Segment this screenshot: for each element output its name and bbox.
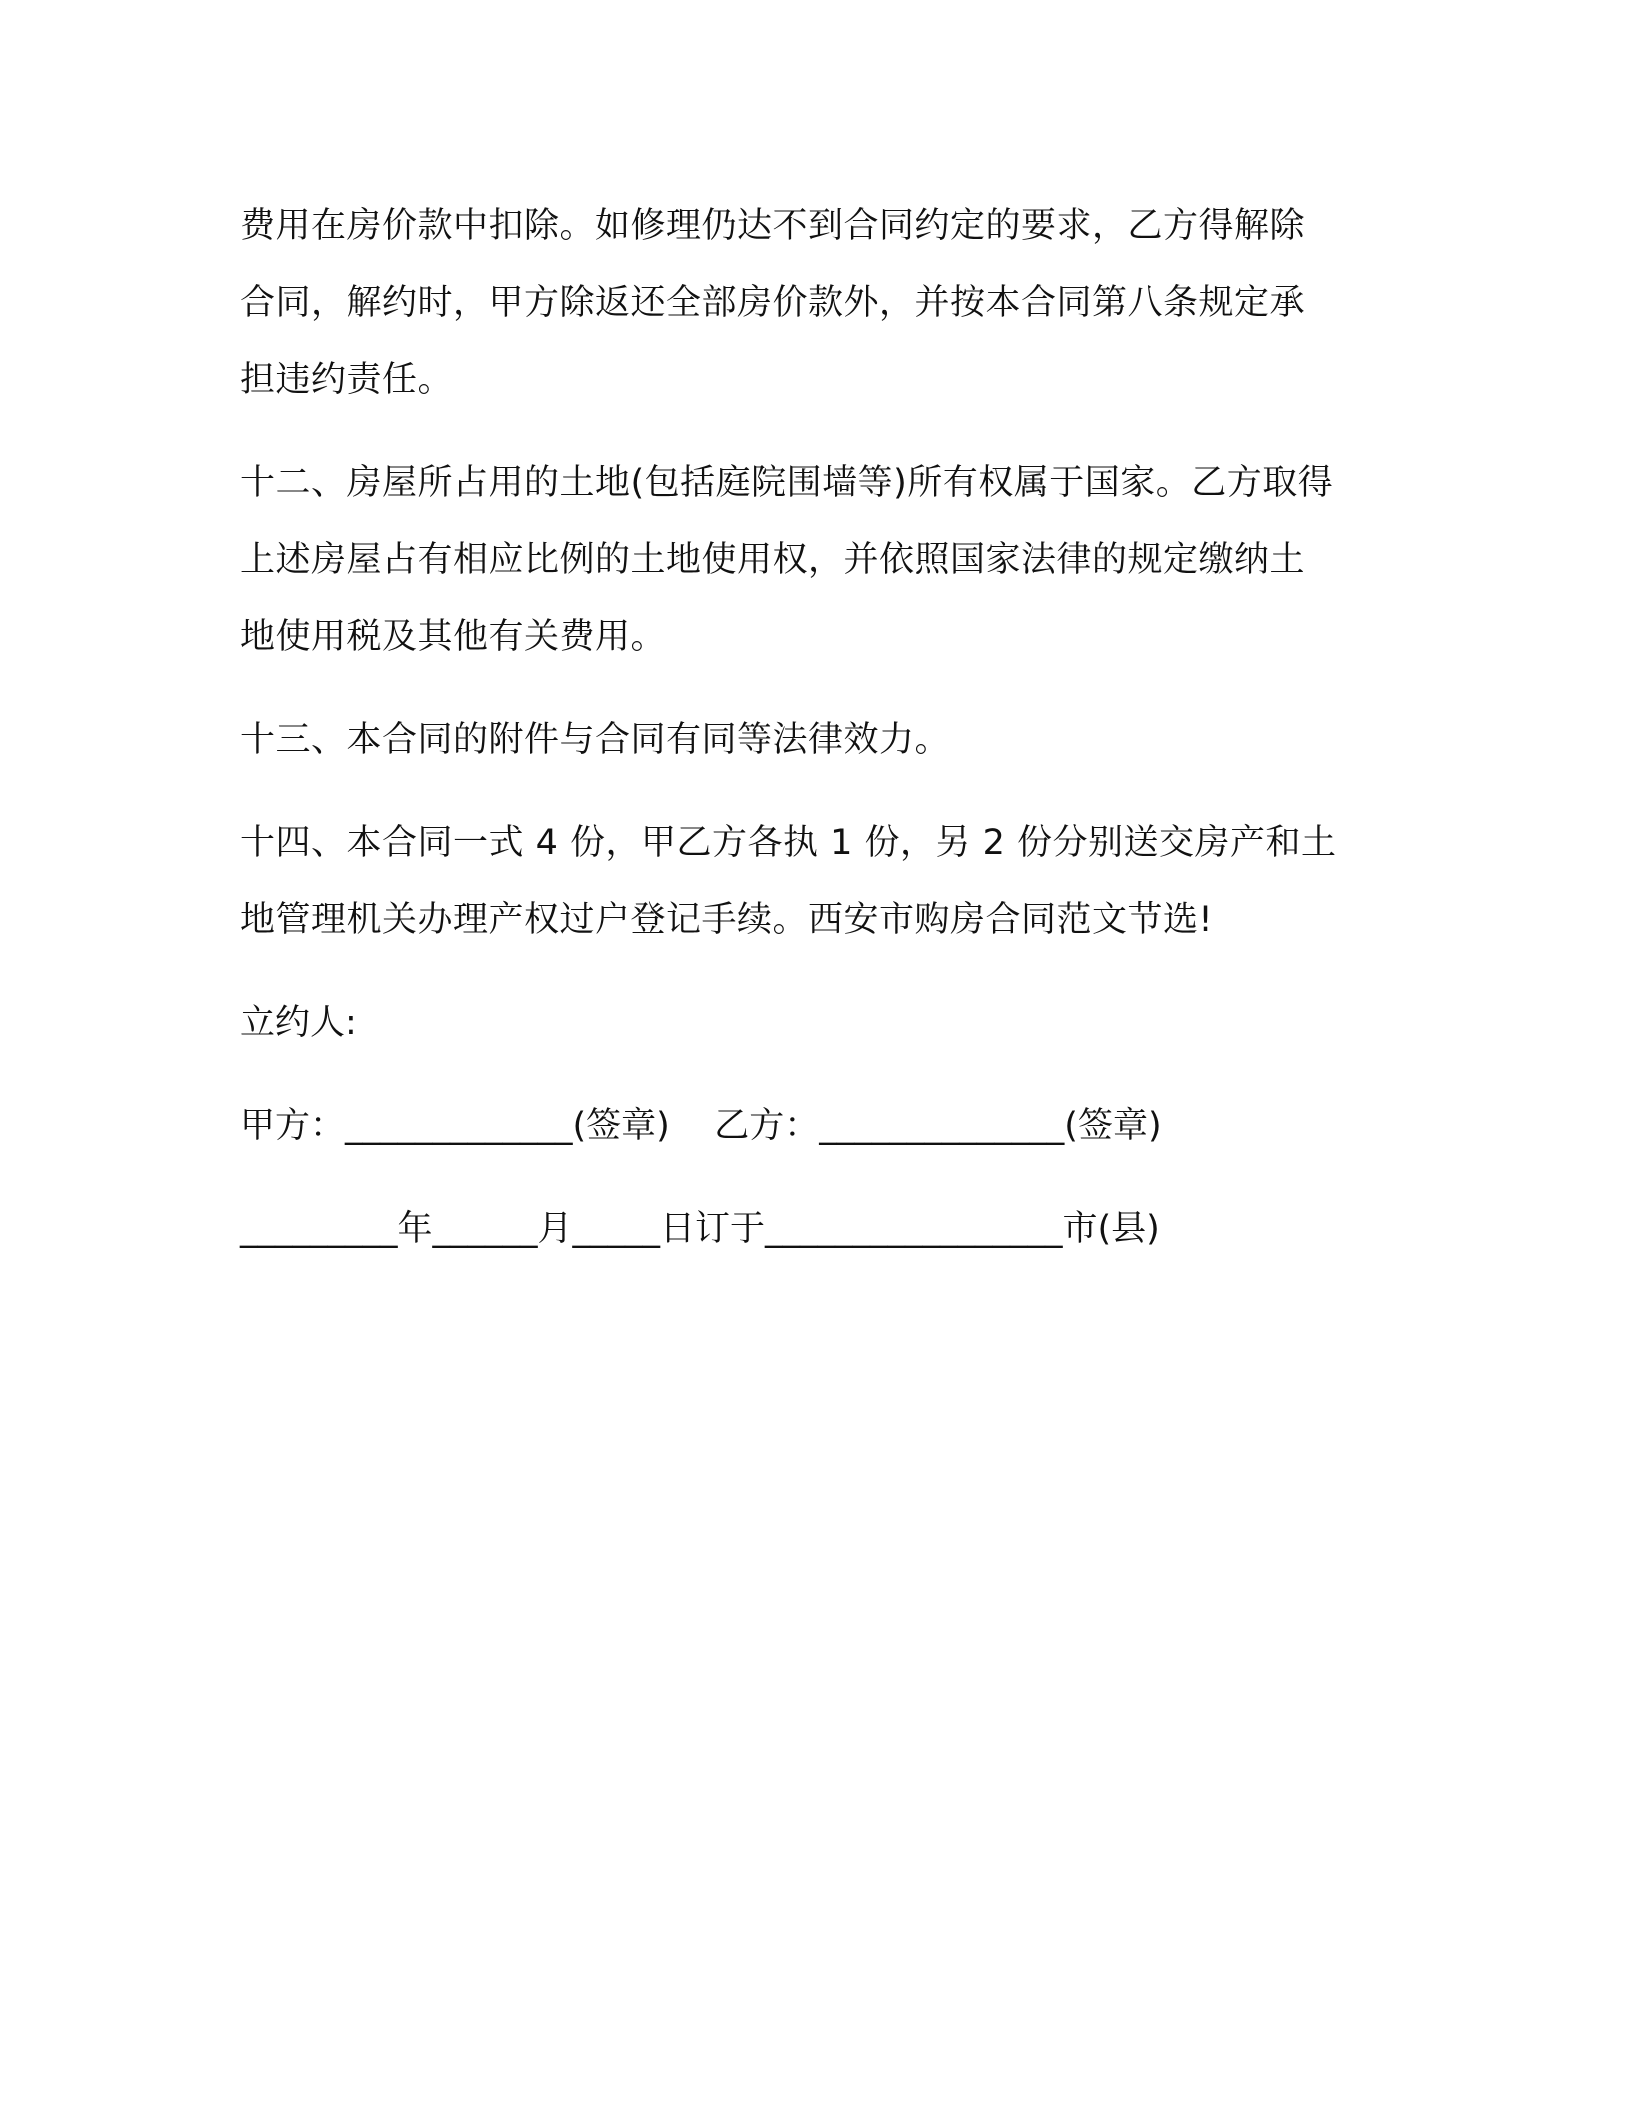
paragraph-article-13 [240, 702, 1400, 779]
signers-label: 立约人: [240, 1003, 357, 1043]
text-line: 合同，解约时，甲方除返还全部房价款外，并按本合同第八条规定承 [240, 283, 1306, 323]
text-line: 担违约责任。 [240, 360, 454, 400]
text-line: 地管理机关办理产权过户登记手续。西安市购房合同范文节选! [240, 900, 1214, 940]
text-line: 上述房屋占有相应比例的土地使用权，并依照国家法律的规定缴纳土 [240, 540, 1306, 580]
paragraph-article-14 [240, 805, 1400, 959]
paragraph-repair-clause [240, 188, 1400, 419]
text-line: 地使用税及其他有关费用。 [240, 617, 667, 657]
paragraph-article-12 [240, 445, 1400, 676]
document-body [240, 188, 1400, 1294]
text-line: 十三、本合同的附件与合同有同等法律效力。 [240, 720, 951, 760]
text-line: 十四、本合同一式 4 份，甲乙方各执 1 份，另 2 份分别送交房产和土 [240, 823, 1337, 863]
signature-line: 甲方：_____________(签章) 乙方：______________(签章) [240, 1106, 1162, 1146]
text-line: 十二、房屋所占用的土地(包括庭院围墙等)所有权属于国家。乙方取得 [240, 463, 1334, 503]
text-line: 费用在房价款中扣除。如修理仍达不到合同约定的要求，乙方得解除 [240, 206, 1306, 246]
date-place-line: _________年______月_____日订于_________________市(县) [240, 1209, 1160, 1249]
